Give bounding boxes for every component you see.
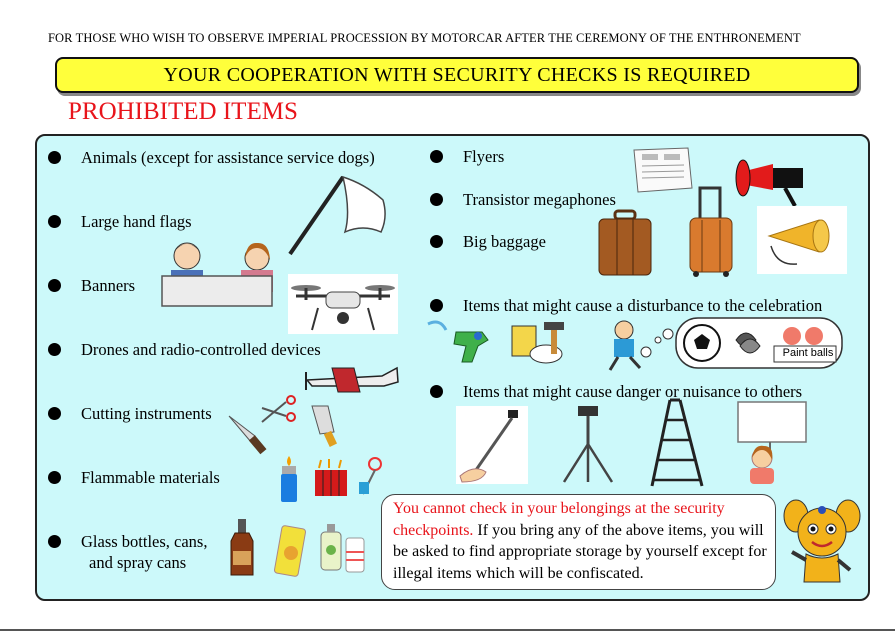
selfie-stick-icon: [456, 406, 528, 484]
item-label: Flyers: [463, 147, 505, 166]
bullet: [48, 279, 61, 292]
notice-text: [393, 498, 773, 584]
flag-icon: [285, 172, 395, 257]
bullet: [48, 151, 61, 164]
list-item-disturbance: [430, 295, 822, 316]
cleaver-icon: [310, 404, 346, 448]
spray-can-icon: [318, 522, 370, 574]
list-item-flyers: [430, 146, 504, 167]
flyer-icon: [632, 146, 694, 194]
item-label: Drones and radio-controlled devices: [81, 340, 321, 359]
bottom-rule: [0, 629, 895, 631]
drone-icon: [288, 274, 398, 334]
item-label: Animals (except for assistance service dogs): [81, 148, 375, 167]
notice-red-text: You cannot check in your belongings at the security checkpoints.: [393, 500, 725, 539]
item-label: Flammable materials: [81, 468, 220, 487]
item-label: Big baggage: [463, 232, 546, 251]
list-item-animals: [48, 147, 375, 168]
list-item-baggage: [430, 231, 546, 252]
bullet: [48, 215, 61, 228]
paint-balls-icon: [654, 316, 844, 370]
bullet: [48, 407, 61, 420]
notice-body-text: If you bring any of the above items, you will be asked to find appropriate storage by yourself except for illegal items which will be confiscated.: [393, 521, 767, 582]
ball-player-icon: [596, 318, 656, 372]
item-label: Banners: [81, 276, 136, 295]
item-label: Cutting instruments: [81, 404, 212, 423]
glass-bottle-icon: [229, 519, 255, 577]
hammer-icon: [540, 320, 570, 356]
lighter-icon: [279, 456, 299, 502]
list-item-flammable: [48, 467, 220, 488]
megaphone-icon: [733, 150, 807, 210]
item-label: Items that might cause danger or nuisance to others: [463, 382, 803, 401]
item-label: Items that might cause a disturbance to the celebration: [463, 296, 823, 315]
header-notice: FOR THOSE WHO WISH TO OBSERVE IMPERIAL PROCESSION BY MOTORCAR AFTER THE CEREMONY OF THE ENTHRONEMENT: [48, 31, 801, 45]
banner-people-icon: [157, 238, 277, 308]
bullet: [48, 471, 61, 484]
sparkler-icon: [353, 456, 389, 496]
paint-balls-label: Paint balls: [782, 347, 834, 359]
list-item-megaphones: [430, 189, 616, 210]
page-title: PROHIBITED ITEMS: [68, 98, 298, 125]
item-label: [81, 531, 207, 573]
rc-airplane-icon: [302, 362, 402, 396]
bullet: [430, 235, 443, 248]
bullet: [430, 150, 443, 163]
item-label: Large hand flags: [81, 212, 192, 231]
stepladder-icon: [648, 398, 706, 488]
list-item-banners: [48, 275, 135, 296]
security-banner-text: YOUR COOPERATION WITH SECURITY CHECKS IS REQUIRED: [163, 63, 751, 86]
tripod-icon: [558, 404, 616, 484]
scissors-icon: [260, 394, 300, 426]
sign-holder-icon: [736, 400, 808, 486]
firecracker-icon: [313, 458, 349, 498]
item-label-line2: and spray cans: [89, 553, 187, 572]
bullet: [430, 299, 443, 312]
list-item-drones: [48, 339, 321, 360]
list-item-danger: [430, 381, 802, 402]
bullet: [430, 385, 443, 398]
mascot-icon: [782, 496, 862, 592]
handheld-megaphone-icon: [757, 206, 847, 274]
item-label-line1: Glass bottles, cans,: [81, 532, 208, 551]
trolley-bag-icon: [686, 188, 736, 278]
list-item-hand-flags: [48, 211, 192, 232]
water-gun-icon: [426, 316, 496, 368]
list-item-glass-bottles: [48, 531, 207, 573]
bullet: [48, 343, 61, 356]
can-icon: [276, 523, 304, 579]
security-banner: [55, 57, 859, 93]
bullet: [48, 535, 61, 548]
bullet: [430, 193, 443, 206]
list-item-cutting: [48, 403, 212, 424]
suitcase-icon: [597, 211, 653, 277]
item-label: Transistor megaphones: [463, 190, 616, 209]
